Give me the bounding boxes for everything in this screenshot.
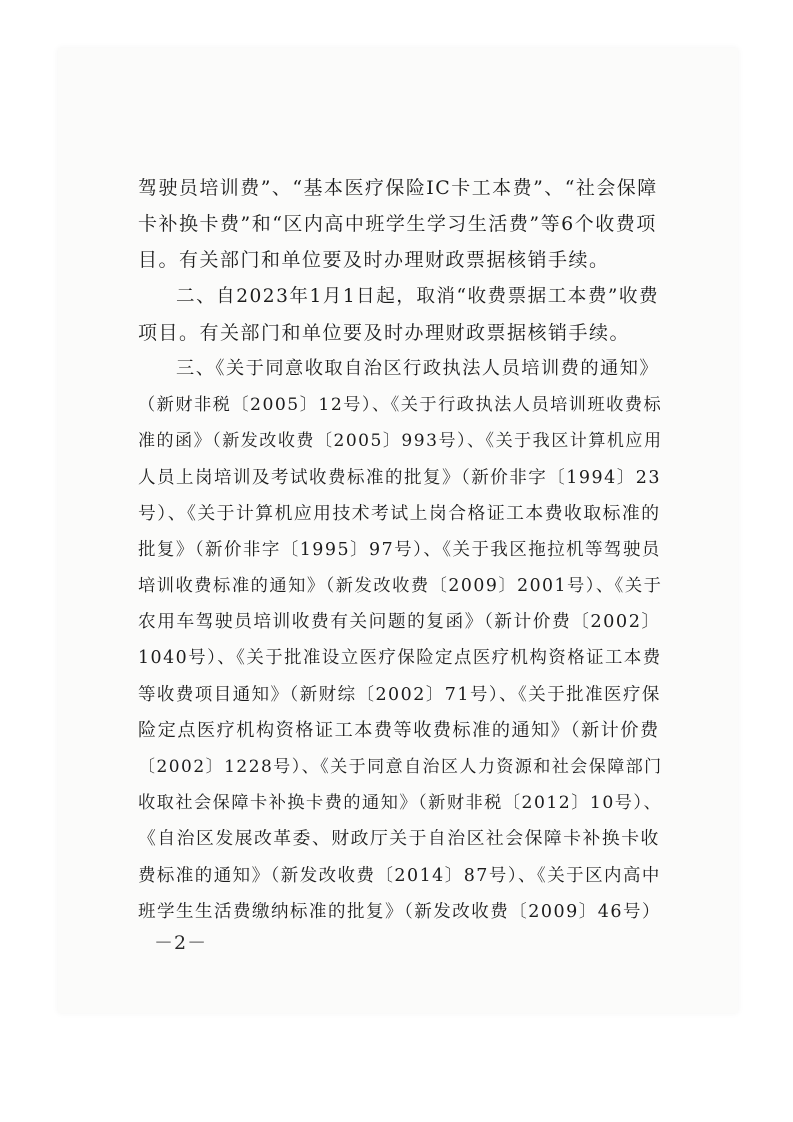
- text-line: 驾驶员培训费”、“基本医疗保险IC卡工本费”、“社会保障: [138, 177, 658, 199]
- text-line: 三、《关于同意收取自治区行政执法人员培训费的通知》: [176, 357, 660, 379]
- text-line: 准的函》（新发改收费〔2005〕993号）、《关于我区计算机应用: [138, 431, 663, 452]
- text-line: 班学生生活费缴纳标准的批复》（新发改收费〔2009〕46号）: [138, 901, 662, 922]
- text-line: 农用车驾驶员培训收费有关问题的复函》（新计价费〔2002〕: [138, 612, 661, 633]
- text-line: 险定点医疗机构资格证工本费等收费标准的通知》（新计价费: [138, 719, 660, 741]
- text-line: 〔2002〕1228号）、《关于同意自治区人力资源和社会保障部门: [138, 757, 663, 777]
- text-line: 人员上岗培训及考试收费标准的批复》（新价非字〔1994〕23: [138, 467, 662, 488]
- text-line: 目。有关部门和单位要及时办理财政票据核销手续。: [138, 249, 610, 272]
- page-number: －2－: [154, 932, 208, 954]
- text-line: 卡补换卡费”和“区内高中班学生学习生活费”等6个收费项: [138, 213, 657, 236]
- text-line: 《自治区发展改革委、财政厅关于自治区社会保障卡补换卡收: [138, 828, 660, 850]
- text-line: 培训收费标准的通知》（新发改收费〔2009〕2001号）、《关于: [138, 576, 663, 597]
- text-line: 等收费项目通知》（新财综〔2002〕71号）、《关于批准医疗保: [138, 684, 661, 705]
- text-line: 号）、《关于计算机应用技术考试上岗合格证工本费收取标准的: [138, 502, 661, 524]
- text-line: （新财非税〔2005〕12号）、《关于行政执法人员培训班收费标: [138, 395, 663, 416]
- text-line: 费标准的通知》（新发改收费〔2014〕87号）、《关于区内高中: [138, 865, 661, 886]
- text-line: 项目。有关部门和单位要及时办理财政票据核销手续。: [138, 321, 631, 344]
- text-line: 二、自2023年1月1日起，取消“收费票据工本费”收费: [176, 285, 660, 307]
- text-line: 批复》（新价非字〔1995〕97号）、《关于我区拖拉机等驾驶员: [138, 539, 661, 560]
- text-line: 收取社会保障卡补换卡费的通知》（新财非税〔2012〕10号）、: [138, 793, 663, 814]
- document-body: [138, 170, 663, 930]
- text-line: 1040号）、《关于批准设立医疗保险定点医疗机构资格证工本费: [138, 648, 662, 669]
